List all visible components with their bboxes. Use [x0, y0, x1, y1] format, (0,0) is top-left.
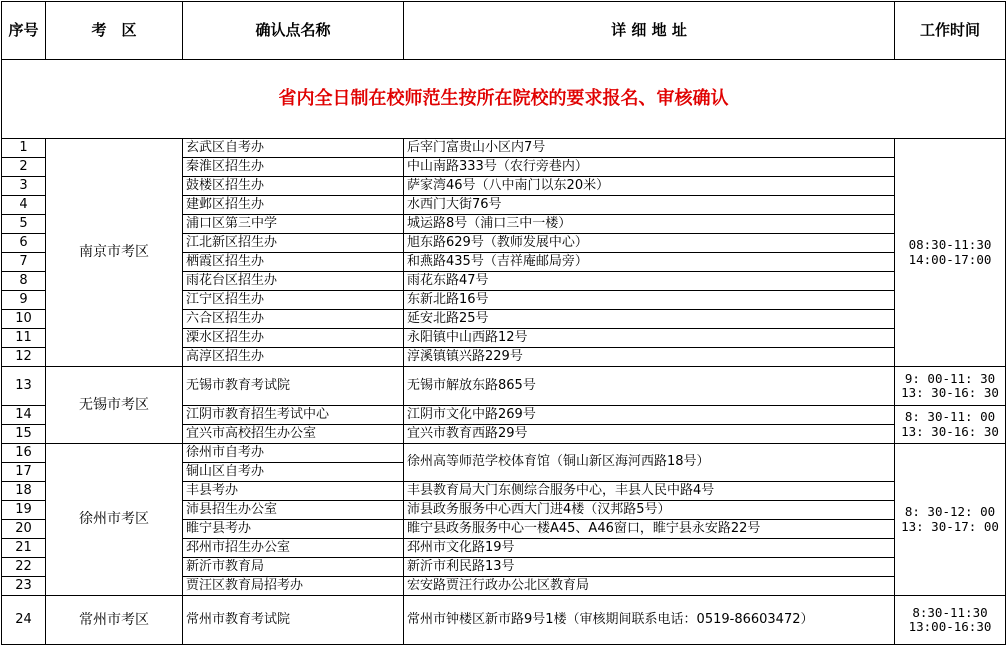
row-no: 5 — [2, 215, 46, 234]
row-no: 18 — [2, 482, 46, 501]
time-nanjing: 08:30-11:30 14:00-17:00 — [895, 139, 1006, 367]
row-point: 高淳区招生办 — [183, 348, 404, 367]
row-address: 永阳镇中山西路12号 — [404, 329, 895, 348]
row-point: 新沂市教育局 — [183, 558, 404, 577]
table-row — [2, 139, 1006, 158]
row-no: 17 — [2, 463, 46, 482]
row-address: 宏安路贾汪行政办公北区教育局 — [404, 577, 895, 596]
row-point: 丰县考办 — [183, 482, 404, 501]
row-no: 13 — [2, 367, 46, 406]
row-point: 江北新区招生办 — [183, 234, 404, 253]
row-point: 秦淮区招生办 — [183, 158, 404, 177]
row-address: 睢宁县政务服务中心一楼A45、A46窗口，睢宁县永安路22号 — [404, 520, 895, 539]
row-no: 23 — [2, 577, 46, 596]
row-address: 旭东路629号（教师发展中心） — [404, 234, 895, 253]
row-no: 21 — [2, 539, 46, 558]
row-point: 六合区招生办 — [183, 310, 404, 329]
row-address: 延安北路25号 — [404, 310, 895, 329]
row-point: 徐州市自考办 — [183, 444, 404, 463]
row-point: 常州市教育考试院 — [183, 596, 404, 645]
row-no: 12 — [2, 348, 46, 367]
confirmation-points-table — [1, 1, 1006, 645]
row-no: 14 — [2, 406, 46, 425]
row-no: 3 — [2, 177, 46, 196]
table-row — [2, 367, 1006, 406]
row-no: 19 — [2, 501, 46, 520]
area-xuzhou: 徐州市考区 — [46, 444, 183, 596]
area-changzhou: 常州市考区 — [46, 596, 183, 645]
row-address: 无锡市解放东路865号 — [404, 367, 895, 406]
row-address: 常州市钟楼区新市路9号1楼（审核期间联系电话：0519-86603472） — [404, 596, 895, 645]
row-address: 和燕路435号（吉祥庵邮局旁） — [404, 253, 895, 272]
row-point: 江阴市教育招生考试中心 — [183, 406, 404, 425]
row-point: 建邺区招生办 — [183, 196, 404, 215]
row-address: 沛县政务服务中心西大门进4楼（汉邦路5号） — [404, 501, 895, 520]
row-point: 浦口区第三中学 — [183, 215, 404, 234]
row-point: 无锡市教育考试院 — [183, 367, 404, 406]
row-address: 城运路8号（浦口三中一楼） — [404, 215, 895, 234]
header-point: 确认点名称 — [183, 2, 404, 60]
time-xuzhou: 8: 30-12: 00 13: 30-17: 00 — [895, 444, 1006, 596]
area-wuxi: 无锡市考区 — [46, 367, 183, 444]
row-no: 2 — [2, 158, 46, 177]
row-point: 玄武区自考办 — [183, 139, 404, 158]
row-point: 睢宁县考办 — [183, 520, 404, 539]
row-no: 1 — [2, 139, 46, 158]
row-point: 溧水区招生办 — [183, 329, 404, 348]
row-address: 邳州市文化路19号 — [404, 539, 895, 558]
row-no: 8 — [2, 272, 46, 291]
row-address: 江阴市文化中路269号 — [404, 406, 895, 425]
row-no: 4 — [2, 196, 46, 215]
row-no: 20 — [2, 520, 46, 539]
row-no: 16 — [2, 444, 46, 463]
time-wuxi-2: 8: 30-11: 00 13: 30-16: 30 — [895, 406, 1006, 444]
row-address: 萨家湾46号（八中南门以东20米） — [404, 177, 895, 196]
header-no: 序号 — [2, 2, 46, 60]
header-area: 考 区 — [46, 2, 183, 60]
row-address: 淳溪镇镇兴路229号 — [404, 348, 895, 367]
banner-text: 省内全日制在校师范生按所在院校的要求报名、审核确认 — [2, 60, 1006, 139]
row-point: 宜兴市高校招生办公室 — [183, 425, 404, 444]
banner-row — [2, 60, 1006, 139]
row-point: 江宁区招生办 — [183, 291, 404, 310]
table-row — [2, 596, 1006, 645]
row-address: 新沂市利民路13号 — [404, 558, 895, 577]
row-point: 贾汪区教育局招考办 — [183, 577, 404, 596]
row-point: 栖霞区招生办 — [183, 253, 404, 272]
header-address: 详 细 地 址 — [404, 2, 895, 60]
row-no: 7 — [2, 253, 46, 272]
row-no: 9 — [2, 291, 46, 310]
time-changzhou: 8:30-11:30 13:00-16:30 — [895, 596, 1006, 645]
row-no: 11 — [2, 329, 46, 348]
row-address: 中山南路333号（农行旁巷内） — [404, 158, 895, 177]
row-point: 铜山区自考办 — [183, 463, 404, 482]
row-address: 丰县教育局大门东侧综合服务中心，丰县人民中路4号 — [404, 482, 895, 501]
row-address: 雨花东路47号 — [404, 272, 895, 291]
row-address: 水西门大街76号 — [404, 196, 895, 215]
area-nanjing: 南京市考区 — [46, 139, 183, 367]
row-address: 宜兴市教育西路29号 — [404, 425, 895, 444]
table-row — [2, 444, 1006, 463]
row-no: 6 — [2, 234, 46, 253]
header-row — [2, 2, 1006, 60]
row-address: 后宰门富贵山小区内7号 — [404, 139, 895, 158]
row-no: 15 — [2, 425, 46, 444]
row-address: 徐州高等师范学校体育馆（铜山新区海河西路18号） — [404, 444, 895, 482]
row-address: 东新北路16号 — [404, 291, 895, 310]
row-point: 鼓楼区招生办 — [183, 177, 404, 196]
row-point: 邳州市招生办公室 — [183, 539, 404, 558]
row-point: 沛县招生办公室 — [183, 501, 404, 520]
time-wuxi-1: 9: 00-11: 30 13: 30-16: 30 — [895, 367, 1006, 406]
header-time: 工作时间 — [895, 2, 1006, 60]
row-no: 10 — [2, 310, 46, 329]
row-no: 22 — [2, 558, 46, 577]
row-point: 雨花台区招生办 — [183, 272, 404, 291]
row-no: 24 — [2, 596, 46, 645]
